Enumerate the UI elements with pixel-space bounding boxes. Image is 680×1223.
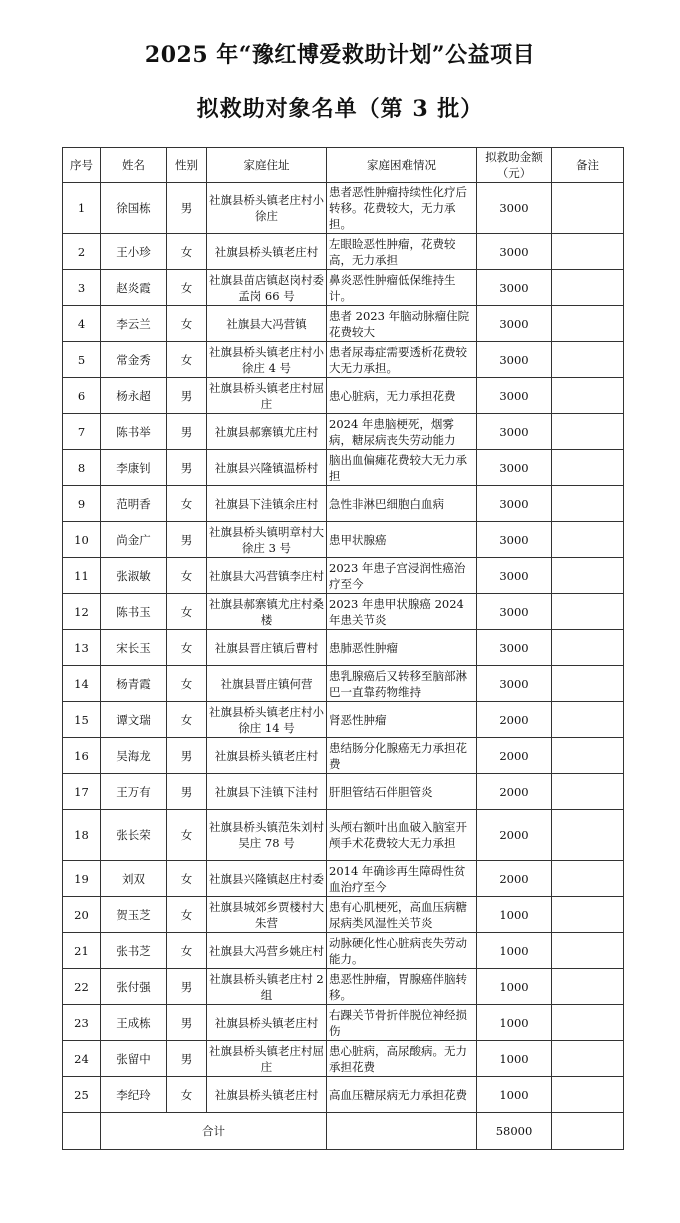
cell-name: 刘双: [101, 861, 167, 897]
cell-name: 杨青霞: [101, 666, 167, 702]
cell-address: 社旗县苗店镇赵岗村委孟岗 66 号: [207, 270, 327, 306]
cell-name: 贺玉芝: [101, 897, 167, 933]
cell-no: 6: [63, 378, 101, 414]
cell-gender: 男: [167, 378, 207, 414]
cell-remark: [552, 702, 624, 738]
cell-remark: [552, 933, 624, 969]
cell-gender: 男: [167, 522, 207, 558]
cell-name: 张留中: [101, 1041, 167, 1077]
cell-name: 李云兰: [101, 306, 167, 342]
cell-gender: 女: [167, 630, 207, 666]
cell-amount: 3000: [477, 630, 552, 666]
cell-no: 21: [63, 933, 101, 969]
cell-name: 张淑敏: [101, 558, 167, 594]
cell-gender: 男: [167, 774, 207, 810]
table-row: [63, 630, 624, 666]
cell-amount: 3000: [477, 522, 552, 558]
cell-no: 17: [63, 774, 101, 810]
cell-remark: [552, 234, 624, 270]
cell-hardship: 患乳腺癌后又转移至脑部淋巴一直靠药物维持: [327, 666, 477, 702]
table-row: [63, 183, 624, 234]
table-row: [63, 810, 624, 861]
cell-amount: 1000: [477, 969, 552, 1005]
cell-amount: 3000: [477, 342, 552, 378]
table-row: [63, 933, 624, 969]
cell-name: 张长荣: [101, 810, 167, 861]
cell-no: 12: [63, 594, 101, 630]
cell-remark: [552, 522, 624, 558]
cell-no: 11: [63, 558, 101, 594]
cell-amount: 2000: [477, 738, 552, 774]
header-remark: 备注: [552, 148, 624, 183]
cell-address: 社旗县晋庄镇后曹村: [207, 630, 327, 666]
table-row: [63, 522, 624, 558]
total-spacer-cell: [63, 1113, 101, 1150]
cell-amount: 1000: [477, 1005, 552, 1041]
table-row: [63, 897, 624, 933]
table-row: [63, 594, 624, 630]
cell-gender: 女: [167, 558, 207, 594]
cell-address: 社旗县郝寨镇尤庄村: [207, 414, 327, 450]
cell-address: 社旗县城郊乡贾楼村大朱营: [207, 897, 327, 933]
cell-name: 吴海龙: [101, 738, 167, 774]
cell-amount: 2000: [477, 861, 552, 897]
cell-address: 社旗县桥头镇老庄村屈庄: [207, 1041, 327, 1077]
cell-amount: 2000: [477, 702, 552, 738]
cell-amount: 1000: [477, 1077, 552, 1113]
cell-hardship: 患心脏病，高尿酸病。无力承担花费: [327, 1041, 477, 1077]
cell-amount: 3000: [477, 270, 552, 306]
table-row: [63, 306, 624, 342]
table-row: [63, 270, 624, 306]
cell-gender: 男: [167, 183, 207, 234]
cell-gender: 男: [167, 969, 207, 1005]
cell-name: 王小珍: [101, 234, 167, 270]
cell-no: 23: [63, 1005, 101, 1041]
cell-gender: 男: [167, 1041, 207, 1077]
header-gender: 性别: [167, 148, 207, 183]
cell-gender: 女: [167, 270, 207, 306]
cell-hardship: 脑出血偏瘫花费较大无力承担: [327, 450, 477, 486]
cell-gender: 女: [167, 486, 207, 522]
cell-remark: [552, 558, 624, 594]
table-row: [63, 774, 624, 810]
table-row: [63, 558, 624, 594]
cell-hardship: 2014 年确诊再生障碍性贫血治疗至今: [327, 861, 477, 897]
header-amount: 拟救助金额（元）: [477, 148, 552, 183]
header-address: 家庭住址: [207, 148, 327, 183]
cell-remark: [552, 1077, 624, 1113]
cell-hardship: 患甲状腺癌: [327, 522, 477, 558]
cell-address: 社旗县桥头镇老庄村 2 组: [207, 969, 327, 1005]
cell-name: 陈书玉: [101, 594, 167, 630]
table-row: [63, 486, 624, 522]
cell-hardship: 右踝关节骨折伴脱位神经损伤: [327, 1005, 477, 1041]
cell-no: 13: [63, 630, 101, 666]
table-body: [63, 183, 624, 1113]
cell-amount: 2000: [477, 810, 552, 861]
cell-gender: 女: [167, 342, 207, 378]
cell-amount: 1000: [477, 933, 552, 969]
cell-address: 社旗县下洼镇下洼村: [207, 774, 327, 810]
header-name: 姓名: [101, 148, 167, 183]
total-label: 合计: [101, 1113, 327, 1150]
cell-name: 李康钊: [101, 450, 167, 486]
table-row: [63, 414, 624, 450]
cell-no: 22: [63, 969, 101, 1005]
cell-amount: 1000: [477, 1041, 552, 1077]
cell-hardship: 鼻炎恶性肿瘤低保维持生计。: [327, 270, 477, 306]
total-remark-cell: [552, 1113, 624, 1150]
document-title-line-2: 拟救助对象名单（第 3 批）: [196, 96, 484, 122]
total-empty-cell: [327, 1113, 477, 1150]
cell-no: 4: [63, 306, 101, 342]
total-row: [63, 1113, 624, 1150]
cell-remark: [552, 378, 624, 414]
cell-name: 范明香: [101, 486, 167, 522]
cell-amount: 3000: [477, 306, 552, 342]
cell-remark: [552, 774, 624, 810]
table-row: [63, 969, 624, 1005]
cell-remark: [552, 1041, 624, 1077]
cell-name: 杨永超: [101, 378, 167, 414]
table-row: [63, 1005, 624, 1041]
table-row: [63, 234, 624, 270]
cell-address: 社旗县郝寨镇尤庄村桑楼: [207, 594, 327, 630]
cell-hardship: 2023 年患子宫浸润性癌治疗至今: [327, 558, 477, 594]
cell-amount: 2000: [477, 774, 552, 810]
cell-remark: [552, 666, 624, 702]
cell-amount: 3000: [477, 450, 552, 486]
cell-remark: [552, 486, 624, 522]
cell-no: 15: [63, 702, 101, 738]
cell-address: 社旗县大冯营乡姚庄村: [207, 933, 327, 969]
cell-no: 3: [63, 270, 101, 306]
cell-remark: [552, 630, 624, 666]
header-hardship: 家庭困难情况: [327, 148, 477, 183]
cell-name: 陈书举: [101, 414, 167, 450]
cell-hardship: 急性非淋巴细胞白血病: [327, 486, 477, 522]
table-row: [63, 702, 624, 738]
cell-address: 社旗县桥头镇老庄村屈庄: [207, 378, 327, 414]
cell-no: 8: [63, 450, 101, 486]
cell-amount: 3000: [477, 234, 552, 270]
cell-hardship: 患心脏病，无力承担花费: [327, 378, 477, 414]
aid-recipient-table: [62, 147, 624, 1150]
cell-no: 5: [63, 342, 101, 378]
table-row: [63, 738, 624, 774]
cell-no: 9: [63, 486, 101, 522]
cell-gender: 女: [167, 702, 207, 738]
cell-hardship: 患者尿毒症需要透析花费较大无力承担。: [327, 342, 477, 378]
cell-remark: [552, 1005, 624, 1041]
total-amount: 58000: [477, 1113, 552, 1150]
cell-hardship: 患者 2023 年脑动脉瘤住院花费较大: [327, 306, 477, 342]
cell-address: 社旗县兴隆镇温桥村: [207, 450, 327, 486]
cell-hardship: 2023 年患甲状腺癌 2024 年患关节炎: [327, 594, 477, 630]
cell-address: 社旗县大冯营镇: [207, 306, 327, 342]
cell-address: 社旗县下洼镇余庄村: [207, 486, 327, 522]
cell-name: 赵炎霞: [101, 270, 167, 306]
cell-name: 宋长玉: [101, 630, 167, 666]
cell-remark: [552, 594, 624, 630]
cell-address: 社旗县桥头镇老庄村小徐庄 14 号: [207, 702, 327, 738]
cell-name: 徐国栋: [101, 183, 167, 234]
table-row: [63, 378, 624, 414]
cell-no: 2: [63, 234, 101, 270]
cell-remark: [552, 342, 624, 378]
cell-gender: 女: [167, 1077, 207, 1113]
cell-address: 社旗县桥头镇老庄村小徐庄 4 号: [207, 342, 327, 378]
cell-remark: [552, 897, 624, 933]
cell-gender: 女: [167, 897, 207, 933]
cell-address: 社旗县晋庄镇何营: [207, 666, 327, 702]
cell-remark: [552, 306, 624, 342]
cell-remark: [552, 738, 624, 774]
cell-amount: 3000: [477, 558, 552, 594]
cell-remark: [552, 450, 624, 486]
cell-address: 社旗县桥头镇明章村大徐庄 3 号: [207, 522, 327, 558]
cell-remark: [552, 183, 624, 234]
cell-hardship: 2024 年患脑梗死，烟雾病，糖尿病丧失劳动能力: [327, 414, 477, 450]
cell-gender: 女: [167, 666, 207, 702]
cell-hardship: 肾恶性肿瘤: [327, 702, 477, 738]
cell-remark: [552, 810, 624, 861]
cell-amount: 3000: [477, 378, 552, 414]
cell-name: 王万有: [101, 774, 167, 810]
table-row: [63, 1077, 624, 1113]
cell-no: 7: [63, 414, 101, 450]
cell-remark: [552, 861, 624, 897]
cell-name: 常金秀: [101, 342, 167, 378]
cell-amount: 3000: [477, 183, 552, 234]
cell-hardship: 肝胆管结石伴胆管炎: [327, 774, 477, 810]
cell-remark: [552, 414, 624, 450]
cell-no: 25: [63, 1077, 101, 1113]
cell-hardship: 患结肠分化腺癌无力承担花费: [327, 738, 477, 774]
cell-gender: 女: [167, 594, 207, 630]
cell-no: 14: [63, 666, 101, 702]
table-row: [63, 342, 624, 378]
cell-hardship: 患恶性肿瘤，胃腺癌伴脑转移。: [327, 969, 477, 1005]
cell-gender: 男: [167, 1005, 207, 1041]
cell-amount: 3000: [477, 666, 552, 702]
cell-gender: 男: [167, 414, 207, 450]
cell-gender: 女: [167, 306, 207, 342]
cell-gender: 男: [167, 738, 207, 774]
cell-amount: 3000: [477, 486, 552, 522]
cell-hardship: 高血压糖尿病无力承担花费: [327, 1077, 477, 1113]
cell-hardship: 动脉硬化性心脏病丧失劳动能力。: [327, 933, 477, 969]
cell-name: 张书芝: [101, 933, 167, 969]
cell-name: 谭文瑞: [101, 702, 167, 738]
cell-no: 10: [63, 522, 101, 558]
cell-hardship: 左眼睑恶性肿瘤，花费较高，无力承担: [327, 234, 477, 270]
cell-remark: [552, 270, 624, 306]
cell-address: 社旗县桥头镇老庄村: [207, 1077, 327, 1113]
document-title-line-1: 2025 年“豫红博爱救助计划”公益项目: [144, 42, 536, 68]
cell-no: 18: [63, 810, 101, 861]
cell-name: 张付强: [101, 969, 167, 1005]
header-no: 序号: [63, 148, 101, 183]
cell-address: 社旗县桥头镇老庄村: [207, 234, 327, 270]
cell-gender: 男: [167, 450, 207, 486]
cell-no: 20: [63, 897, 101, 933]
cell-name: 李纪玲: [101, 1077, 167, 1113]
cell-no: 19: [63, 861, 101, 897]
cell-address: 社旗县桥头镇老庄村: [207, 738, 327, 774]
cell-hardship: 头颅右额叶出血破入脑室开颅手术花费较大无力承担: [327, 810, 477, 861]
table-row: [63, 450, 624, 486]
cell-remark: [552, 969, 624, 1005]
cell-amount: 3000: [477, 414, 552, 450]
cell-gender: 女: [167, 810, 207, 861]
cell-name: 尚金广: [101, 522, 167, 558]
cell-address: 社旗县桥头镇老庄村小徐庄: [207, 183, 327, 234]
cell-amount: 1000: [477, 897, 552, 933]
table-header-row: [63, 148, 624, 183]
table-row: [63, 861, 624, 897]
cell-address: 社旗县大冯营镇李庄村: [207, 558, 327, 594]
cell-gender: 女: [167, 933, 207, 969]
cell-hardship: 患肺恶性肿瘤: [327, 630, 477, 666]
cell-address: 社旗县桥头镇老庄村: [207, 1005, 327, 1041]
table-row: [63, 666, 624, 702]
cell-gender: 女: [167, 861, 207, 897]
cell-name: 王成栋: [101, 1005, 167, 1041]
cell-no: 1: [63, 183, 101, 234]
cell-hardship: 患者恶性肿瘤持续性化疗后转移。花费较大，无力承担。: [327, 183, 477, 234]
table-row: [63, 1041, 624, 1077]
cell-hardship: 患有心肌梗死，高血压病糖尿病类风湿性关节炎: [327, 897, 477, 933]
cell-address: 社旗县桥头镇范朱刘村吴庄 78 号: [207, 810, 327, 861]
cell-no: 16: [63, 738, 101, 774]
cell-no: 24: [63, 1041, 101, 1077]
cell-gender: 女: [167, 234, 207, 270]
cell-amount: 3000: [477, 594, 552, 630]
cell-address: 社旗县兴隆镇赵庄村委: [207, 861, 327, 897]
